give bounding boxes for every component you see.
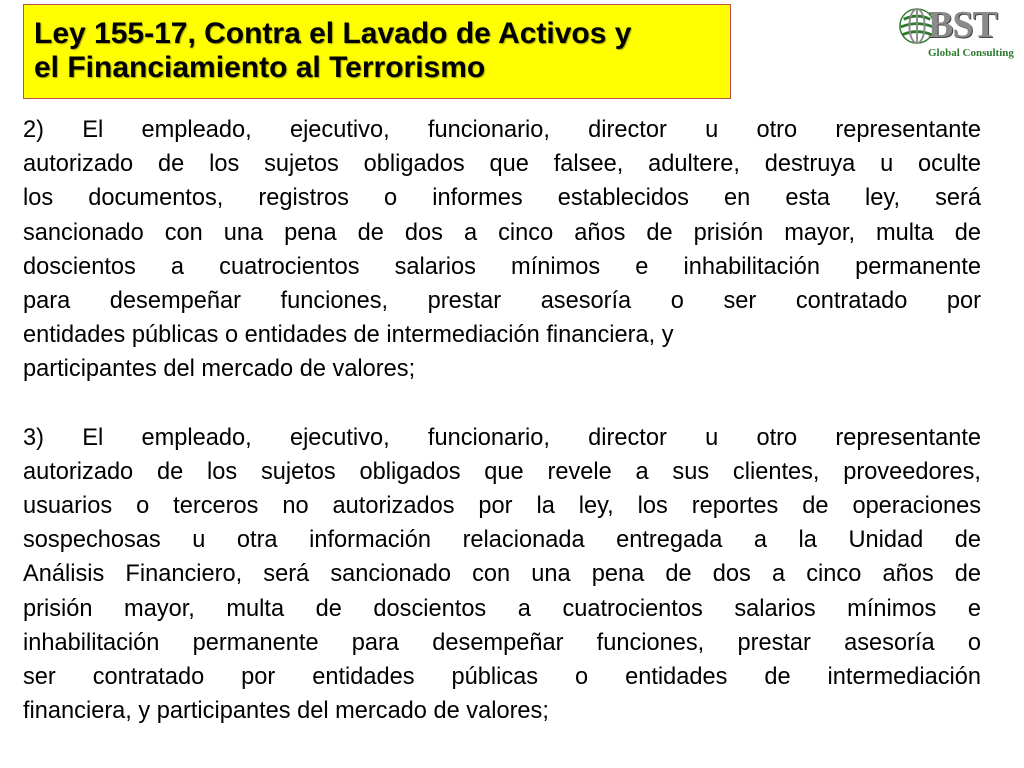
paragraph-line: autorizado de los sujetos obligados que revele a sus clientes, proveedores, [23, 458, 981, 485]
paragraph-line: financiera, y participantes del mercado de valores; [23, 698, 549, 725]
title-line-2: el Financiamiento al Terrorismo [34, 51, 486, 84]
paragraph-line: 2) El empleado, ejecutivo, funcionario, director u otro representante [23, 117, 981, 143]
paragraph-3 [23, 421, 981, 729]
paragraph-line: ser contratado por entidades públicas o entidades de intermediación [23, 664, 981, 691]
title-line-1: Ley 155-17, Contra el Lavado de Activos y [34, 17, 632, 50]
logo-subtitle: Global Consulting [928, 47, 1014, 59]
paragraph-line: sancionado con una pena de dos a cinco años de prisión mayor, multa de [23, 219, 981, 246]
paragraph-line: 3) El empleado, ejecutivo, funcionario, director u otro representante [23, 424, 981, 451]
paragraph-line: usuarios o terceros no autorizados por la ley, los reportes de operaciones [23, 493, 981, 520]
paragraph-line: Análisis Financiero, será sancionado con una pena de dos a cinco años de [23, 561, 981, 588]
paragraph-line: sospechosas u otra información relacionada entregada a la Unidad de [23, 527, 981, 554]
paragraph-line: para desempeñar funciones, prestar asesoría o ser contratado por [23, 288, 981, 315]
company-logo [898, 5, 1024, 67]
title-box [23, 4, 731, 99]
paragraph-line: prisión mayor, multa de doscientos a cuatrocientos salarios mínimos e [23, 595, 981, 622]
paragraph-line: doscientos a cuatrocientos salarios mínimos e inhabilitación permanente [23, 253, 981, 280]
paragraph-line: entidades públicas o entidades de intermediación financiera, y [23, 322, 674, 349]
paragraph-line: participantes del mercado de valores; [23, 356, 416, 383]
paragraph-line: los documentos, registros o informes establecidos en esta ley, será [23, 185, 981, 212]
paragraph-line: inhabilitación permanente para desempeñar funciones, prestar asesoría o [23, 629, 981, 656]
paragraph-line: autorizado de los sujetos obligados que falsee, adultere, destruya u oculte [23, 151, 981, 178]
logo-wordmark: BST [928, 4, 997, 46]
slide-body [23, 113, 981, 728]
paragraph-2 [23, 113, 981, 387]
